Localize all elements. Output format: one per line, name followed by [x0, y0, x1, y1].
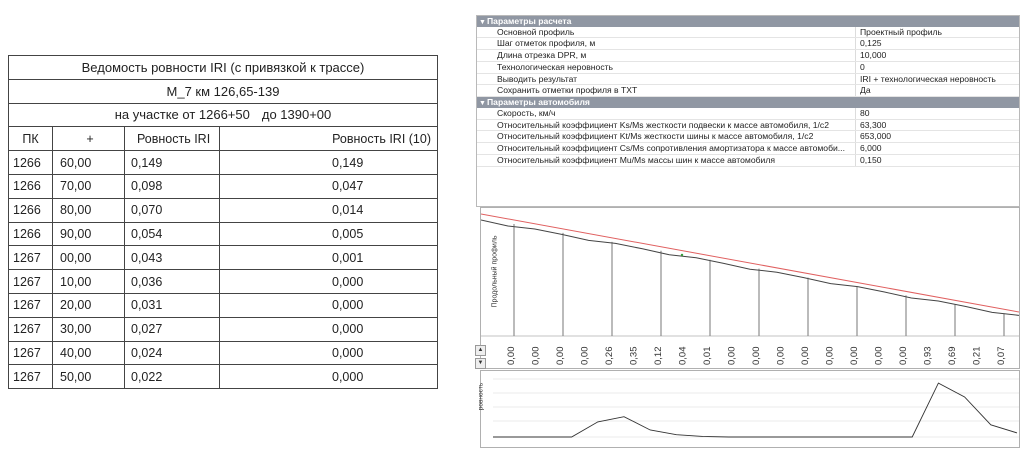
iri-value-label: 0,01 — [702, 346, 713, 365]
cell-iri: 0,024 — [125, 341, 220, 365]
cell-iri: 0,022 — [125, 365, 220, 389]
cell-plus: 50,00 — [53, 365, 125, 389]
cell-iri: 0,054 — [125, 222, 220, 246]
cell-pk: 1267 — [9, 317, 53, 341]
profile-svg — [481, 208, 1019, 368]
profile-marker — [681, 254, 683, 256]
cell-plus: 40,00 — [53, 341, 125, 365]
report-section — [9, 103, 438, 127]
cell-pk: 1266 — [9, 151, 53, 175]
cell-iri10: 0,000 — [220, 317, 438, 341]
iri-value-label: 0,00 — [800, 346, 811, 365]
property-value[interactable]: 0,150 — [860, 154, 882, 165]
roughness-line — [493, 383, 1017, 437]
cell-pk: 1266 — [9, 222, 53, 246]
table-row — [9, 365, 438, 389]
property-value[interactable]: 63,300 — [860, 119, 887, 130]
iri-value-label: 0,00 — [873, 346, 885, 365]
property-name: Относительный коэффициент Cs/Ms сопротивления амортизатора к массе автомоби... — [477, 143, 856, 154]
cell-plus: 10,00 — [53, 270, 125, 294]
iri-value-label: 0,00 — [824, 346, 836, 365]
table-row — [9, 293, 438, 317]
property-row[interactable] — [477, 131, 1019, 143]
cell-plus: 60,00 — [53, 151, 125, 175]
report-header-row — [9, 127, 438, 151]
iri-value-label: 0,00 — [530, 346, 542, 365]
cell-iri10: 0,047 — [220, 174, 438, 198]
header-iri: Ровность IRI — [125, 127, 220, 151]
header-pk: ПК — [9, 127, 53, 151]
property-row[interactable] — [477, 38, 1019, 50]
group-vehicle-title: Параметры автомобиля — [487, 97, 590, 108]
iri-value-label: 0,35 — [628, 346, 640, 365]
table-row — [9, 174, 438, 198]
group-calc-title: Параметры расчета — [487, 16, 572, 26]
calc-params-rows — [477, 27, 1019, 98]
property-name: Выводить результат — [477, 74, 856, 85]
property-name: Шаг отметок профиля, м — [477, 38, 856, 49]
section-from: на участке от 1266+50 — [114, 107, 250, 123]
property-value[interactable]: 653,000 — [860, 131, 892, 142]
property-value[interactable]: 10,000 — [860, 50, 887, 61]
table-row — [9, 222, 438, 246]
cell-iri10: 0,000 — [220, 365, 438, 389]
property-name: Сохранить отметки профиля в TXT — [477, 85, 856, 96]
profile-chart[interactable] — [477, 207, 1020, 369]
property-row[interactable] — [477, 74, 1019, 86]
cell-iri10: 0,149 — [220, 151, 438, 175]
iri-value-label: 0,00 — [898, 346, 909, 365]
iri-report-table — [8, 55, 438, 389]
iri-value-label: 0,07 — [996, 346, 1007, 365]
property-value[interactable]: 80 — [860, 107, 870, 118]
property-value[interactable]: 0,125 — [860, 38, 882, 49]
cell-iri10: 0,001 — [220, 246, 438, 270]
header-plus: + — [53, 127, 125, 151]
cell-iri: 0,098 — [125, 174, 220, 198]
cell-plus: 80,00 — [53, 198, 125, 222]
iri-value-label: 0,12 — [653, 346, 664, 365]
property-name: Относительный коэффициент Ks/Ms жесткости подвески к массе автомобиля, 1/c2 — [477, 120, 856, 131]
cell-iri10: 0,014 — [220, 198, 438, 222]
group-vehicle-params[interactable] — [477, 97, 1019, 108]
table-row — [9, 151, 438, 175]
cell-pk: 1267 — [9, 293, 53, 317]
cell-iri10: 0,000 — [220, 293, 438, 317]
iri-value-label: 0,69 — [947, 346, 958, 365]
property-row[interactable] — [477, 108, 1019, 120]
cell-iri10: 0,005 — [220, 222, 438, 246]
cell-plus: 90,00 — [53, 222, 125, 246]
iri-value-label: 0,00 — [726, 346, 738, 365]
property-value[interactable]: 6,000 — [860, 143, 882, 154]
cell-plus: 70,00 — [53, 174, 125, 198]
property-row[interactable] — [477, 85, 1019, 97]
property-value[interactable]: Проектный профиль — [860, 26, 942, 37]
iri-value-label: 0,00 — [555, 346, 566, 365]
property-name: Скорость, км/ч — [477, 108, 856, 119]
property-name: Относительный коэффициент Kt/Ms жесткости шины к массе автомобиля, 1/c2 — [477, 131, 856, 142]
iri-value-label: 0,04 — [677, 346, 689, 365]
property-row[interactable] — [477, 27, 1019, 39]
cell-iri: 0,070 — [125, 198, 220, 222]
cell-pk: 1267 — [9, 365, 53, 389]
property-row[interactable] — [477, 155, 1019, 167]
cell-plus: 20,00 — [53, 293, 125, 317]
profile-axis-label: Продольный профиль — [491, 235, 499, 308]
table-row — [9, 341, 438, 365]
cell-iri: 0,027 — [125, 317, 220, 341]
cell-iri: 0,043 — [125, 246, 220, 270]
property-row[interactable] — [477, 50, 1019, 62]
iri-value-label: 0,21 — [971, 346, 983, 365]
roughness-chart[interactable] — [477, 370, 1020, 448]
actual-profile-line — [481, 220, 1019, 315]
property-name: Технологическая неровность — [477, 62, 856, 73]
report-body — [9, 151, 438, 389]
cell-iri10: 0,000 — [220, 341, 438, 365]
cell-pk: 1267 — [9, 341, 53, 365]
cell-pk: 1266 — [9, 174, 53, 198]
property-value[interactable]: 0 — [860, 61, 865, 72]
property-name: Основной профиль — [477, 27, 856, 38]
property-name: Относительный коэффициент Mu/Ms массы шин к массе автомобиля — [477, 155, 856, 166]
iri-value-label: 0,00 — [751, 346, 762, 365]
cell-plus: 30,00 — [53, 317, 125, 341]
roughness-axis-label: ровность — [477, 382, 485, 411]
vehicle-params-rows — [477, 108, 1019, 167]
cell-pk: 1267 — [9, 246, 53, 270]
header-iri10: Ровность IRI (10) — [220, 127, 438, 151]
report-title: Ведомость ровности IRI (с привязкой к трассе) — [9, 56, 438, 80]
iri-value-label: 0,93 — [922, 346, 934, 365]
cell-pk: 1267 — [9, 270, 53, 294]
iri-value-label: 0,00 — [849, 346, 860, 365]
cell-iri: 0,036 — [125, 270, 220, 294]
property-name: Длина отрезка DPR, м — [477, 50, 856, 61]
section-to: до 1390+00 — [261, 107, 332, 123]
property-value[interactable]: IRI + технологическая неровность — [860, 73, 996, 84]
table-row — [9, 317, 438, 341]
group-calc-params[interactable] — [477, 16, 1019, 27]
scroll-up-button[interactable]: ▲ — [475, 345, 486, 356]
roughness-svg — [481, 371, 1019, 447]
cell-iri: 0,031 — [125, 293, 220, 317]
collapse-chevron-icon[interactable]: ▼ — [479, 100, 486, 108]
cell-plus: 00,00 — [53, 246, 125, 270]
property-value[interactable]: Да — [860, 85, 871, 96]
iri-value-label: 0,00 — [506, 346, 517, 365]
property-row[interactable] — [477, 143, 1019, 155]
cell-pk: 1266 — [9, 198, 53, 222]
property-row[interactable] — [477, 62, 1019, 74]
table-row — [9, 270, 438, 294]
table-row — [9, 198, 438, 222]
cell-iri: 0,149 — [125, 151, 220, 175]
report-road: М_7 км 126,65-139 — [9, 79, 438, 103]
table-row — [9, 246, 438, 270]
iri-value-label: 0,26 — [604, 346, 615, 365]
cell-iri10: 0,000 — [220, 270, 438, 294]
iri-value-label: 0,00 — [579, 346, 591, 365]
design-profile-line — [481, 214, 1019, 312]
property-grid — [476, 15, 1020, 207]
property-row[interactable] — [477, 120, 1019, 132]
scroll-down-button[interactable]: ▼ — [475, 358, 486, 369]
collapse-chevron-icon[interactable]: ▼ — [479, 19, 486, 26]
iri-value-label: 0,00 — [775, 346, 787, 365]
